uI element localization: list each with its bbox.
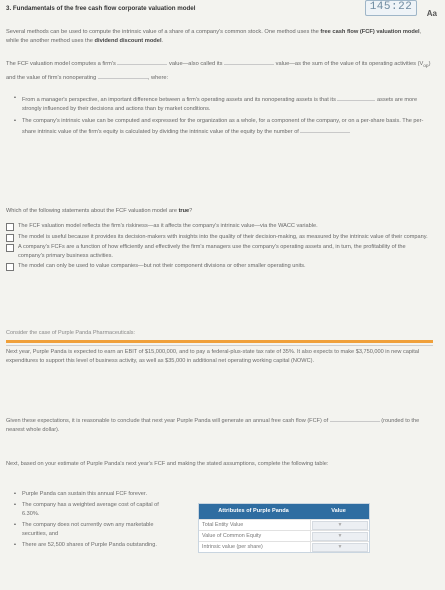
value-dropdown[interactable]: ▼ (312, 543, 368, 552)
intro-text-2: , while the another method uses the (6, 29, 422, 44)
bullet-text: From a manager's perspective, an important difference between a firm's operating assets and its nonoperating assets is that its (22, 97, 336, 103)
case-label: Consider the case of Purple Panda Pharmaceuticals: (6, 330, 136, 336)
valuation-table (198, 503, 370, 553)
checkbox[interactable] (6, 263, 14, 271)
table-header (199, 504, 369, 519)
section-divider (6, 340, 433, 343)
assumption-item: • Purple Panda can sustain this annual FCF forever. (22, 490, 162, 498)
assumption-item: • There are 52,500 shares of Purple Panda outstanding. (22, 541, 162, 549)
checkbox[interactable] (6, 234, 14, 242)
fcf-question (6, 415, 431, 434)
question-prompt (6, 208, 192, 214)
value-dropdown[interactable]: ▼ (312, 521, 368, 530)
bullet-item (22, 94, 431, 113)
def-text-2: value—also called its (169, 61, 223, 67)
table-row (199, 519, 369, 530)
blank-dropdown-1[interactable] (117, 58, 167, 65)
bullet-text: assets are more strongly influenced by their decisions and actions than by market conditions. (22, 97, 418, 112)
blank-dropdown-4[interactable] (337, 94, 375, 101)
value-cell (310, 542, 369, 552)
column-header-value: Value (331, 508, 346, 514)
def-text-1: The FCF valuation model computes a firm's (6, 61, 116, 67)
option-text: The model can only be used to value companies—but not their component divisions or other smaller operating units. (18, 263, 306, 270)
answer-option[interactable] (6, 233, 431, 242)
checkbox[interactable] (6, 223, 14, 231)
bullet-text: The company's intrinsic value can be computed and expressed for the organization as a whole, for a component of the company, or on a per-share basis. The per-share intrinsic value of the firm's equity is calculated by dividing the intrinsic value of the equity by the number of (22, 118, 424, 135)
text-size-button[interactable]: Aa (426, 9, 437, 18)
answer-options (6, 222, 431, 273)
value-dropdown[interactable]: ▼ (312, 532, 368, 541)
bullet-item (22, 117, 431, 136)
fcf-definition-paragraph (6, 58, 433, 83)
question-suffix: ? (189, 208, 193, 214)
option-text: The FCF valuation model reflects the firm's riskiness—as it affects the company's intrinsic value—via the WACC variable. (18, 223, 318, 229)
answer-option[interactable] (6, 243, 431, 260)
question-emphasis: true (178, 208, 190, 214)
def-text-3: value—as the sum of the value of its operating activities (V (275, 61, 424, 67)
fcf-answer-dropdown[interactable] (330, 415, 380, 422)
blank-dropdown-5[interactable] (300, 126, 350, 133)
intro-paragraph (6, 28, 433, 46)
option-text: A company's FCFs are a function of how efficiently and effectively the firm's managers use the company's operating assets and, in turn, the profitability of the company's primary business activities. (18, 244, 406, 259)
row-label: Value of Common Equity (202, 533, 262, 539)
assumption-list (22, 490, 162, 552)
blank-dropdown-3[interactable] (98, 72, 148, 79)
bullet-list (22, 94, 431, 140)
answer-option[interactable] (6, 262, 431, 271)
fcf-question-suffix: (rounded to the nearest whole dollar). (6, 418, 420, 433)
table-row (199, 530, 369, 541)
row-label: Total Entity Value (202, 522, 244, 528)
assumption-item: • The company has a weighted average cost of capital of 6.30%. (22, 501, 162, 518)
value-cell (310, 520, 369, 530)
question-text: Which of the following statements about the FCF valuation model are (6, 208, 179, 214)
timer-display: 145:22 (365, 0, 417, 16)
section-divider-thin (6, 345, 433, 346)
fcf-question-text: Given these expectations, it is reasonable to conclude that next year Purple Panda will generate an annual free cash flow (FCF) of (6, 418, 329, 424)
table-instructions: Next, based on your estimate of Purple Panda's next year's FCF and making the stated assumptions, complete the following table: (6, 461, 329, 467)
row-label: Intrinsic value (per share) (202, 544, 263, 550)
ddm-term: dividend discount model (94, 37, 162, 44)
intro-text-1: Several methods can be used to compute the intrinsic value of a share of a company's common stock. One method uses the (6, 29, 321, 35)
def-text-4: ) and the value of firm's nonoperating (6, 61, 431, 81)
answer-option[interactable] (6, 222, 431, 231)
fcf-model-term: free cash flow (FCF) valuation model (320, 29, 420, 35)
value-cell (310, 531, 369, 541)
case-paragraph: Next year, Purple Panda is expected to earn an EBIT of $15,000,000, and to pay a federal-plus-state tax rate of 35%. It also expects to make $3,750,000 in new capital expenditures to support this level of business activity, as well as $35,000 in additional net operating working capital (NOWC). (6, 349, 420, 364)
assumption-item: • The company does not currently own any marketable securities, and (22, 521, 162, 538)
section-title: 3. Fundamentals of the free cash flow corporate valuation model (6, 5, 196, 12)
def-subscript: op (423, 64, 429, 70)
blank-dropdown-2[interactable] (224, 58, 274, 65)
def-text-5: , where: (147, 74, 169, 81)
checkbox[interactable] (6, 244, 14, 252)
case-description (6, 348, 431, 369)
table-row (199, 541, 369, 552)
column-header-attributes: Attributes of Purple Panda (218, 508, 289, 514)
intro-text-3: . (161, 37, 164, 44)
option-text: The model is useful because it provides its decision-makers with insights into the quality of their decision-making, as measured by the intrinsic value of their company. (18, 233, 428, 240)
